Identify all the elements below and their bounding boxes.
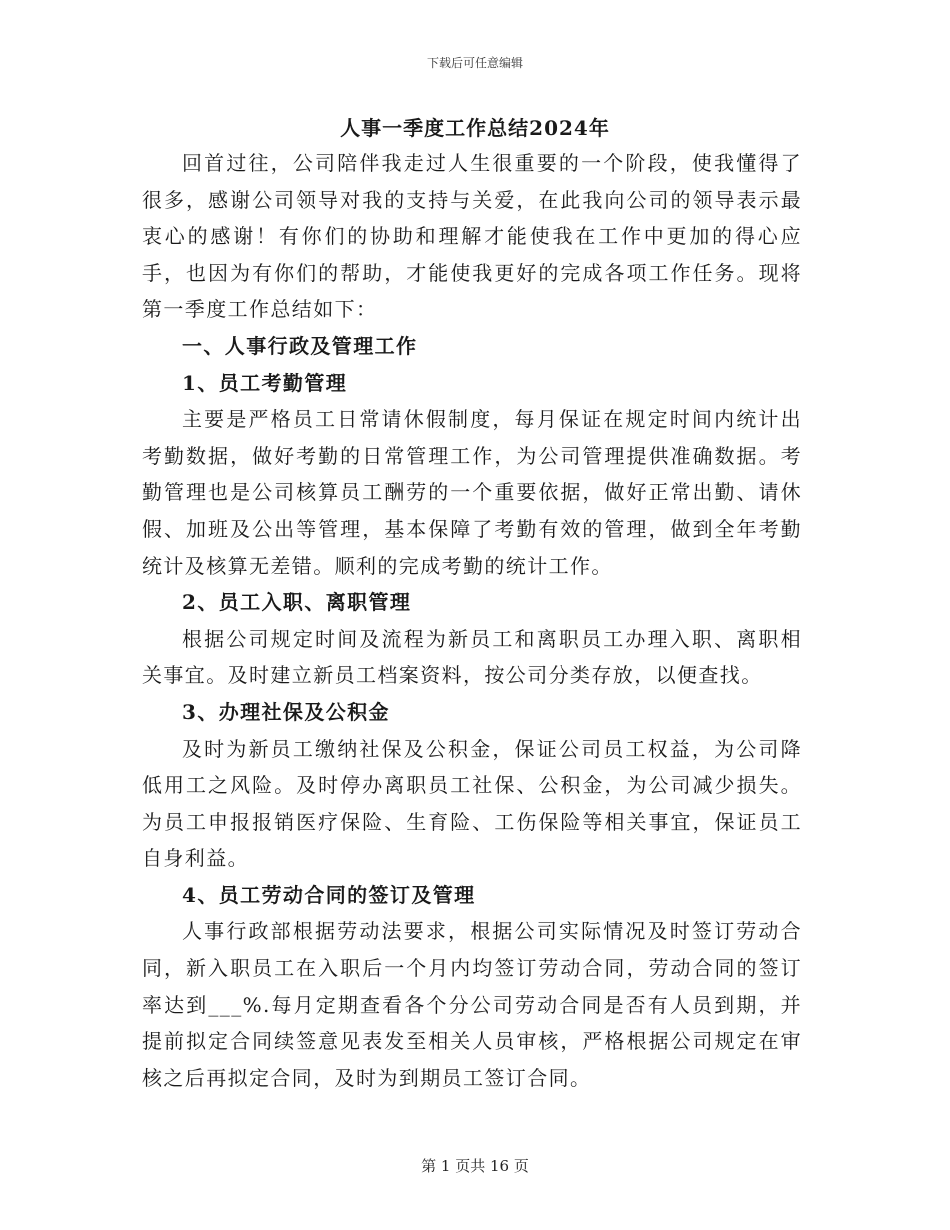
- subsection-heading-attendance: 1、员工考勤管理: [182, 370, 348, 395]
- header-note: 下载后可任意编辑: [426, 56, 523, 70]
- section-heading-1: 一、人事行政及管理工作: [182, 333, 418, 358]
- subsection-heading-social-security: 3、办理社保及公积金: [182, 699, 390, 724]
- social-security-paragraph: 及时为新员工缴纳社保及公积金，保证公司员工权益，为公司降低用工之风险。及时停办离职员工社保、公积金，为公司减少损失。为员工申报报销医疗保险、生育险、工伤保险等相关事宜，保证员工自身利益。: [142, 736, 802, 871]
- document-title: 人事一季度工作总结2024年: [340, 116, 610, 140]
- attendance-paragraph: 主要是严格员工日常请休假制度，每月保证在规定时间内统计出考勤数据，做好考勤的日常管理工作，为公司管理提供准确数据。考勤管理也是公司核算员工酬劳的一个重要依据，做好正常出勤、请休假、加班及公出等管理，基本保障了考勤有效的管理，做到全年考勤统计及核算无差错。顺利的完成考勤的统计工作。: [142, 407, 802, 578]
- document-body: [142, 145, 802, 1096]
- intro-paragraph: 回首过往，公司陪伴我走过人生很重要的一个阶段，使我懂得了很多，感谢公司领导对我的支持与关爱，在此我向公司的领导表示最衷心的感谢！有你们的协助和理解才能使我在工作中更加的得心应手，也因为有你们的帮助，才能使我更好的完成各项工作任务。现将第一季度工作总结如下：: [142, 151, 802, 322]
- subsection-heading-onboarding: 2、员工入职、离职管理: [182, 590, 412, 615]
- contracts-paragraph: 人事行政部根据劳动法要求，根据公司实际情况及时签订劳动合同，新入职员工在入职后一个月内均签订劳动合同，劳动合同的签订率达到___%.每月定期查看各个分公司劳动合同是否有人员到期，并提前拟定合同续签意见表发至相关人员审核，严格根据公司规定在审核之后再拟定合同，及时为到期员工签订合同。: [142, 919, 802, 1090]
- onboarding-paragraph: 根据公司规定时间及流程为新员工和离职员工办理入职、离职相关事宜。及时建立新员工档案资料，按公司分类存放，以便查找。: [142, 626, 802, 688]
- subsection-heading-contracts: 4、员工劳动合同的签订及管理: [182, 882, 476, 907]
- page-number: 第 1 页共 16 页: [421, 1157, 529, 1175]
